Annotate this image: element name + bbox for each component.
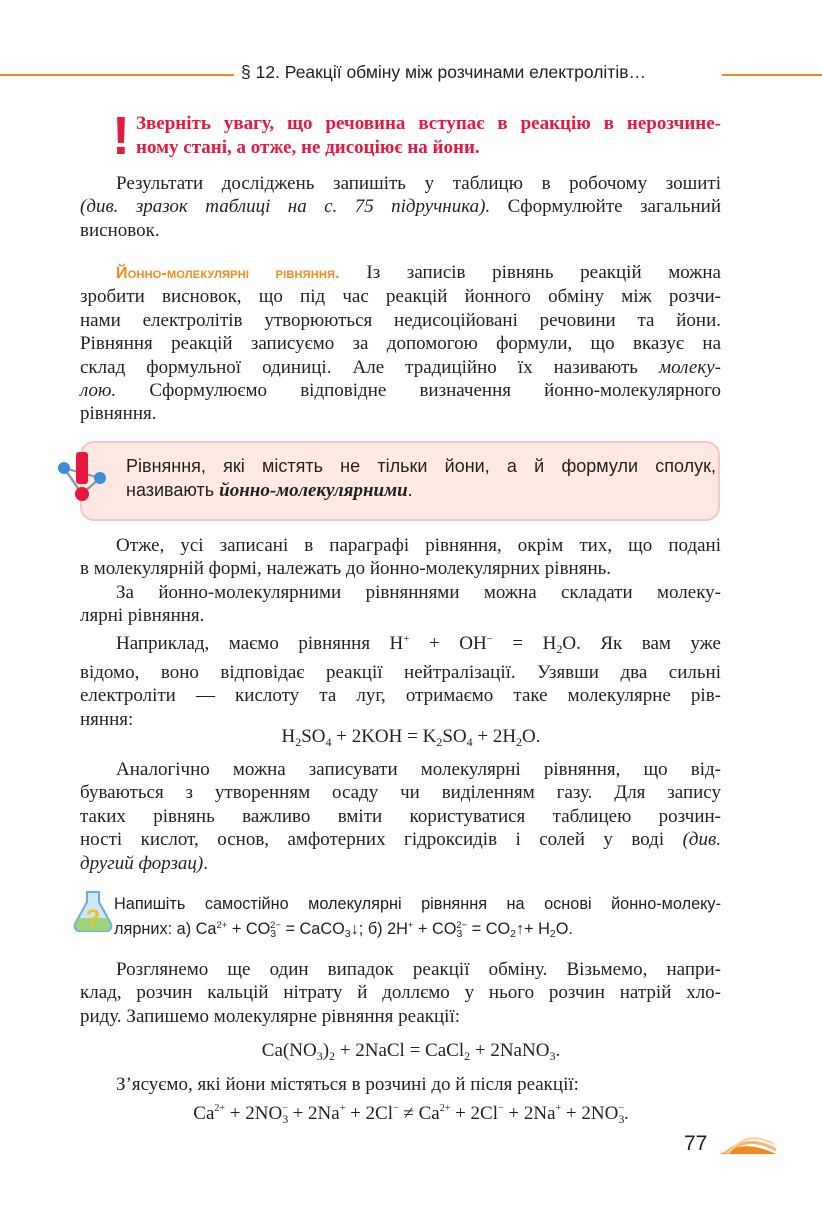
- svg-text:?: ?: [85, 905, 101, 932]
- paragraph-calcium-nitrate: Розглянемо ще один випадок реакції обміну. Візьмемо, напри- клад, розчин кальцій нітрату й доллємо у нього розчин натрій хло- риду. Запишемо молекулярне рівняння реакції:: [80, 959, 721, 1027]
- molecule-exclamation-icon: [54, 448, 110, 504]
- header-rule-left: [0, 74, 234, 76]
- paragraph-analogy: Аналогічно можна записувати молекулярні рівняння, що від- буваються з утворенням осаду чи виділенням газу. Для запису таких рівнянь важливо вміти користуватися таблицею розчин- ності кислот, основ, амфотерних гідроксидів і солей у воді (див. другий форзац).: [80, 759, 721, 874]
- running-header: § 12. Реакції обміну між розчинами електролітів…: [241, 62, 647, 82]
- section-heading: Йонно-молекулярні рівняння.: [116, 265, 340, 282]
- attention-note: Зверніть увагу, що речовина вступає в реакцію в нерозчине- ному стані, а отже, не дисоціює на йони.: [136, 113, 721, 158]
- equation-ionic: $Ca^{2+} + 2NO_3^- + 2Na^+ + 2Cl^- \ne Ca^{2+} + 2Cl^- + 2Na^+ + 2NO_3^-$.: [193, 1103, 629, 1126]
- paragraph-ions-question: З’ясуємо, які йони містяться в розчині до й після реакції:: [116, 1074, 579, 1095]
- page-corner-decoration: [718, 1128, 778, 1158]
- equation-neutralization: $H_2SO_4 + 2KOH = K_2SO_4 + 2H_2O$.: [281, 726, 541, 749]
- definition-term: йонно-молекулярними: [219, 480, 408, 501]
- header-rule-right: [722, 74, 822, 76]
- paragraph-examples: Отже, усі записані в параграфі рівняння, окрім тих, що подані в молекулярній формі, належать до йонно-молекулярних рівнянь. За йонно-молекулярними рівняннями можна складати молеку- лярні рівняння. Наприклад, маємо рівняння $H^+ + OH^- = H_2O$. Як вам уже відомо, воно відповідає реакції нейтралізації. Узявши два сильні електроліти — кислоту та луг, отримаємо таке молекулярне рів- няння:: [80, 535, 721, 730]
- flask-question-icon: [70, 888, 116, 934]
- definition-text: Рівняння, які містять не тільки йони, а й формули сполук, називають йонно-молекулярними.: [126, 456, 716, 501]
- paragraph-results: Результати досліджень запишіть у таблицю в робочому зошиті (див. зразок таблиці на с. 75 підручника). Сформулюйте загальний висновок.: [80, 173, 721, 241]
- task-exercise: Напишіть самостійно молекулярні рівняння на основі йонно-молеку- лярних: а) $Ca^{2+} + CO_3^{2-}$ = CaCO$_3$↓; б) $2H^+ + CO_3^{2-}$ = $CO_2↑+ H_2O$.: [114, 895, 721, 940]
- page-number: 77: [684, 1132, 708, 1155]
- paragraph-ionic-equations: Йонно-молекулярні рівняння. Із записів рівнянь реакцій можна зробити висновок, що під час реакцій йонного обміну між розчи- нами електролітів утворюються недисоційовані речовини та йони. Рівняння реакцій записуємо за допомогою формули, що вказує на склад формульної одиниці. Але традиційно їх називають молеку- лою. Сформулюємо відповідне визначення йонно-молекулярного рівняння.: [80, 262, 721, 425]
- equation-molecular: $Ca(NO_3)_2$ + 2NaCl = CaCl$_2$ + 2NaNO$_3$.: [261, 1040, 561, 1063]
- exclamation-icon: !: [112, 106, 130, 166]
